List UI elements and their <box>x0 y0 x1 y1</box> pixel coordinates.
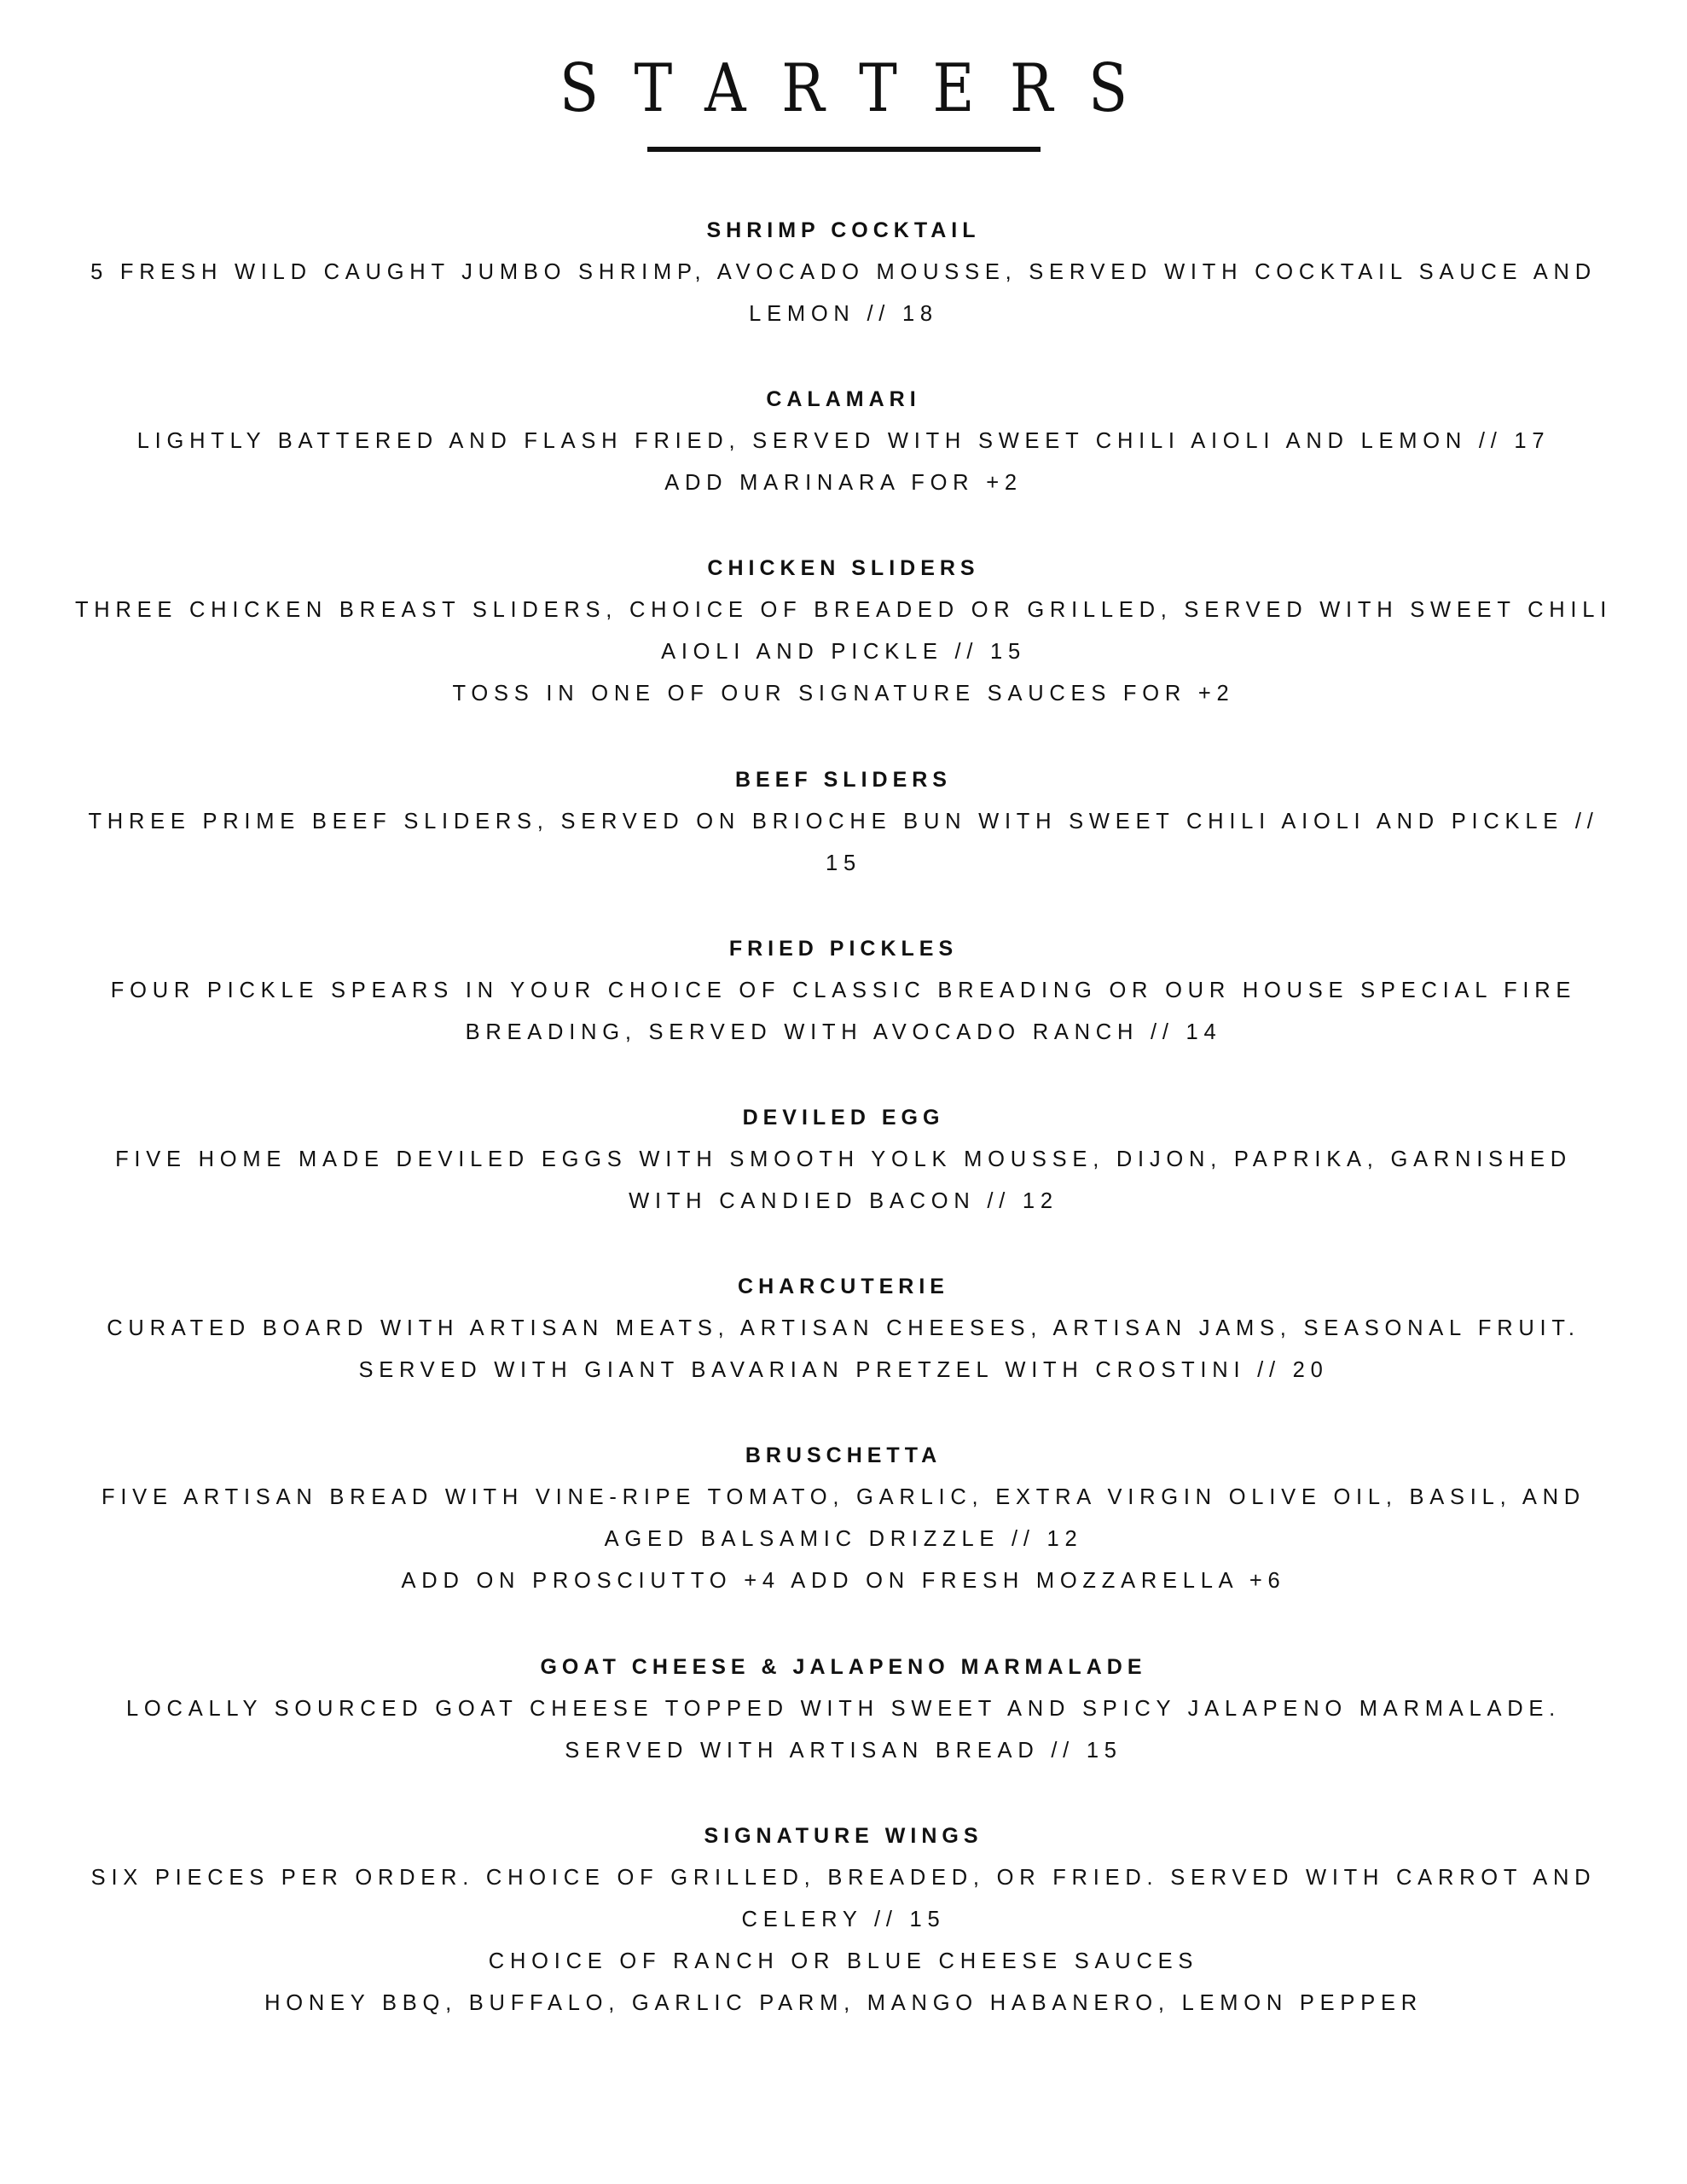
menu-item-charcuterie <box>0 1266 1687 1435</box>
item-description: FOUR PICKLE SPEARS IN YOUR CHOICE OF CLASSIC BREADING OR OUR HOUSE SPECIAL FIRE <box>110 979 1577 1002</box>
item-description: SERVED WITH GIANT BAVARIAN PRETZEL WITH CROSTINI // 20 <box>358 1358 1329 1382</box>
item-description: FIVE HOME MADE DEVILED EGGS WITH SMOOTH YOLK MOUSSE, DIJON, PAPRIKA, GARNISHED <box>115 1147 1572 1171</box>
item-name: BEEF SLIDERS <box>735 768 952 792</box>
item-description: LIGHTLY BATTERED AND FLASH FRIED, SERVED WITH SWEET CHILI AIOLI AND LEMON // 17 <box>136 429 1551 453</box>
item-description: CELERY // 15 <box>741 1908 946 1931</box>
item-description: BREADING, SERVED WITH AVOCADO RANCH // 14 <box>465 1020 1222 1044</box>
item-addon: ADD MARINARA FOR +2 <box>664 471 1023 495</box>
item-description: SERVED WITH ARTISAN BREAD // 15 <box>565 1739 1122 1763</box>
menu-item-goat-cheese-jalapeno-marmalade <box>0 1647 1687 1815</box>
item-description: LOCALLY SOURCED GOAT CHEESE TOPPED WITH SWEET AND SPICY JALAPENO MARMALADE. <box>125 1697 1561 1721</box>
menu-item-bruschetta <box>0 1435 1687 1647</box>
item-description: LEMON // 18 <box>749 302 938 326</box>
item-name: FRIED PICKLES <box>728 937 959 961</box>
item-description: 15 <box>826 851 861 875</box>
item-addon: TOSS IN ONE OF OUR SIGNATURE SAUCES FOR +2 <box>452 682 1235 706</box>
item-addon: CHOICE OF RANCH OR BLUE CHEESE SAUCES <box>488 1949 1199 1973</box>
item-description: FIVE ARTISAN BREAD WITH VINE-RIPE TOMATO, GARLIC, EXTRA VIRGIN OLIVE OIL, BASIL, AND <box>101 1485 1586 1509</box>
item-description: THREE CHICKEN BREAST SLIDERS, CHOICE OF BREADED OR GRILLED, SERVED WITH SWEET CHILI <box>74 598 1613 622</box>
title-underline <box>647 147 1041 152</box>
item-description: AGED BALSAMIC DRIZZLE // 12 <box>604 1527 1083 1551</box>
item-name: CHICKEN SLIDERS <box>707 556 980 580</box>
item-description: AIOLI AND PICKLE // 15 <box>661 640 1026 664</box>
menu-item-calamari <box>0 379 1687 548</box>
item-name: CALAMARI <box>766 387 921 411</box>
item-description: 5 FRESH WILD CAUGHT JUMBO SHRIMP, AVOCADO MOUSSE, SERVED WITH COCKTAIL SAUCE AND <box>90 260 1597 284</box>
item-name: DEVILED EGG <box>742 1106 945 1130</box>
page-title: STARTERS <box>559 50 1163 127</box>
starters-list <box>0 210 1687 2027</box>
item-sauce-options: HONEY BBQ, BUFFALO, GARLIC PARM, MANGO HABANERO, LEMON PEPPER <box>264 1991 1423 2015</box>
item-description: THREE PRIME BEEF SLIDERS, SERVED ON BRIOCHE BUN WITH SWEET CHILI AIOLI AND PICKLE // <box>88 810 1599 834</box>
menu-item-shrimp-cocktail <box>0 210 1687 379</box>
menu-item-chicken-sliders <box>0 548 1687 759</box>
item-addon: ADD ON PROSCIUTTO +4 ADD ON FRESH MOZZARELLA +6 <box>401 1569 1286 1593</box>
menu-item-beef-sliders <box>0 759 1687 928</box>
menu-item-signature-wings <box>0 1815 1687 2027</box>
item-name: BRUSCHETTA <box>745 1443 942 1467</box>
item-name: CHARCUTERIE <box>738 1275 949 1298</box>
menu-item-deviled-egg <box>0 1097 1687 1266</box>
item-name: SIGNATURE WINGS <box>704 1824 983 1848</box>
item-name: GOAT CHEESE & JALAPENO MARMALADE <box>540 1655 1147 1679</box>
item-description: CURATED BOARD WITH ARTISAN MEATS, ARTISAN CHEESES, ARTISAN JAMS, SEASONAL FRUIT. <box>107 1316 1580 1340</box>
item-description: WITH CANDIED BACON // 12 <box>629 1189 1058 1213</box>
item-description: SIX PIECES PER ORDER. CHOICE OF GRILLED, BREADED, OR FRIED. SERVED WITH CARROT AND <box>90 1866 1597 1890</box>
item-name: SHRIMP COCKTAIL <box>706 218 981 242</box>
menu-item-fried-pickles <box>0 928 1687 1097</box>
